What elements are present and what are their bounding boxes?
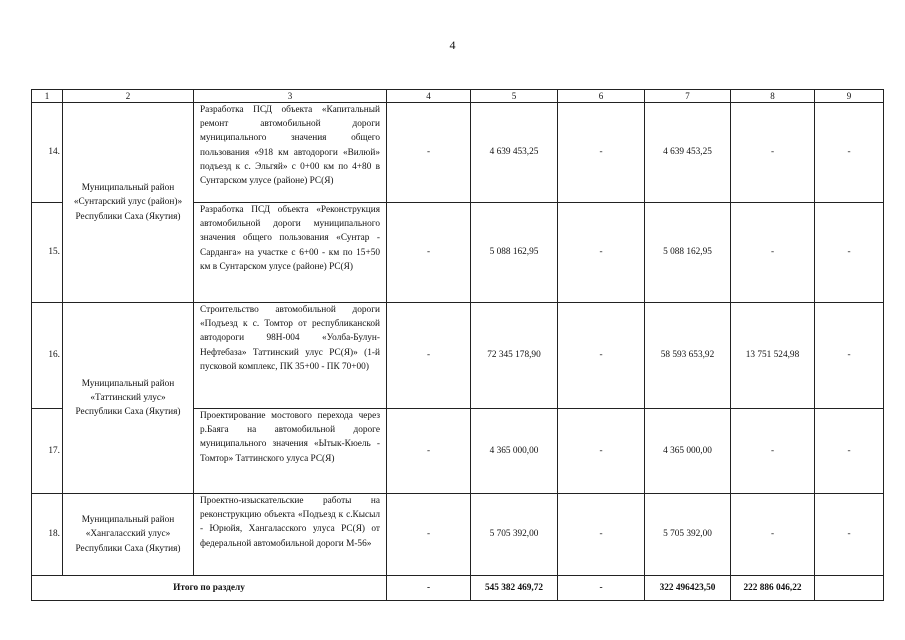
project-description: Разработка ПСД объекта «Реконструкция автомобильной дороги муниципального значения общего пользования «Сунтар - Сарданга» на участке с 6+00 - км по 15+50 км в Сунтарском улусе (районе) РС(Я) bbox=[194, 203, 387, 303]
cell-col9: - bbox=[815, 494, 884, 576]
cell-col9: - bbox=[815, 409, 884, 494]
cell-col7: 4 639 453,25 bbox=[645, 103, 731, 203]
row-number: 18. bbox=[32, 494, 63, 576]
table-row bbox=[32, 303, 884, 409]
budget-table bbox=[31, 89, 884, 601]
cell-col6: - bbox=[558, 203, 645, 303]
cell-col5: 72 345 178,90 bbox=[471, 303, 558, 409]
cell-col7: 4 365 000,00 bbox=[645, 409, 731, 494]
cell-col8: - bbox=[731, 203, 815, 303]
total-col8: 222 886 046,22 bbox=[731, 576, 815, 601]
header-cell: 5 bbox=[471, 90, 558, 103]
cell-col6: - bbox=[558, 103, 645, 203]
header-cell: 8 bbox=[731, 90, 815, 103]
total-col9 bbox=[815, 576, 884, 601]
cell-col4: - bbox=[387, 303, 471, 409]
header-cell: 3 bbox=[194, 90, 387, 103]
row-number: 17. bbox=[32, 409, 63, 494]
cell-col8: - bbox=[731, 494, 815, 576]
cell-col9: - bbox=[815, 303, 884, 409]
header-cell: 2 bbox=[63, 90, 194, 103]
cell-col9: - bbox=[815, 103, 884, 203]
cell-col7: 58 593 653,92 bbox=[645, 303, 731, 409]
total-row bbox=[32, 576, 884, 601]
row-number: 16. bbox=[32, 303, 63, 409]
row-number: 15. bbox=[32, 203, 63, 303]
total-label: Итого по разделу bbox=[32, 576, 387, 601]
cell-col6: - bbox=[558, 409, 645, 494]
project-description: Разработка ПСД объекта «Капитальный ремонт автомобильной дороги муниципального значения общего пользования «918 км автодороги «Вилюй» подъезд к с. Эльгяй» с 0+00 км по 4+80 в Сунтарском улусе (районе) РС(Я) bbox=[194, 103, 387, 203]
cell-col9: - bbox=[815, 203, 884, 303]
header-cell: 9 bbox=[815, 90, 884, 103]
cell-col5: 5 088 162,95 bbox=[471, 203, 558, 303]
project-description: Проектирование мостового перехода через р.Баяга на автомобильной дороге муниципального значения «Ытык-Кюель - Томтор» Таттинского улуса РС(Я) bbox=[194, 409, 387, 494]
cell-col8: - bbox=[731, 409, 815, 494]
cell-col8: 13 751 524,98 bbox=[731, 303, 815, 409]
total-col6: - bbox=[558, 576, 645, 601]
cell-col7: 5 088 162,95 bbox=[645, 203, 731, 303]
page-number: 4 bbox=[449, 38, 456, 52]
cell-col8: - bbox=[731, 103, 815, 203]
cell-col5: 4 639 453,25 bbox=[471, 103, 558, 203]
header-cell: 7 bbox=[645, 90, 731, 103]
table-row bbox=[32, 494, 884, 576]
total-col4: - bbox=[387, 576, 471, 601]
cell-col6: - bbox=[558, 494, 645, 576]
cell-col6: - bbox=[558, 303, 645, 409]
header-cell: 6 bbox=[558, 90, 645, 103]
cell-col4: - bbox=[387, 203, 471, 303]
project-description: Строительство автомобильной дороги «Подъезд к с. Томтор от республиканской автодороги 98Н-004 «Уолба-Булун-Нефтебаза» Таттинский улус РС(Я)» (1-й пусковой комплекс, ПК 35+00 - ПК 70+00) bbox=[194, 303, 387, 409]
header-cell: 4 bbox=[387, 90, 471, 103]
cell-col4: - bbox=[387, 494, 471, 576]
header-row bbox=[32, 90, 884, 103]
total-col7: 322 496423,50 bbox=[645, 576, 731, 601]
cell-col4: - bbox=[387, 409, 471, 494]
header-cell: 1 bbox=[32, 90, 63, 103]
cell-col5: 5 705 392,00 bbox=[471, 494, 558, 576]
district-cell: Муниципальный район «Хангаласский улус» Республики Саха (Якутия) bbox=[63, 494, 194, 576]
table-row bbox=[32, 103, 884, 203]
cell-col5: 4 365 000,00 bbox=[471, 409, 558, 494]
district-cell: Муниципальный район «Сунтарский улус (район)» Республики Саха (Якутия) bbox=[63, 103, 194, 303]
row-number: 14. bbox=[32, 103, 63, 203]
district-cell: Муниципальный район «Таттинский улус» Республики Саха (Якутия) bbox=[63, 303, 194, 494]
cell-col7: 5 705 392,00 bbox=[645, 494, 731, 576]
total-col5: 545 382 469,72 bbox=[471, 576, 558, 601]
cell-col4: - bbox=[387, 103, 471, 203]
project-description: Проектно-изыскательские работы на реконструкцию объекта «Подъезд к с.Кысыл - Юрюйя, Хангаласского улуса РС(Я) от федеральной автомобильной дороги М-56» bbox=[194, 494, 387, 576]
